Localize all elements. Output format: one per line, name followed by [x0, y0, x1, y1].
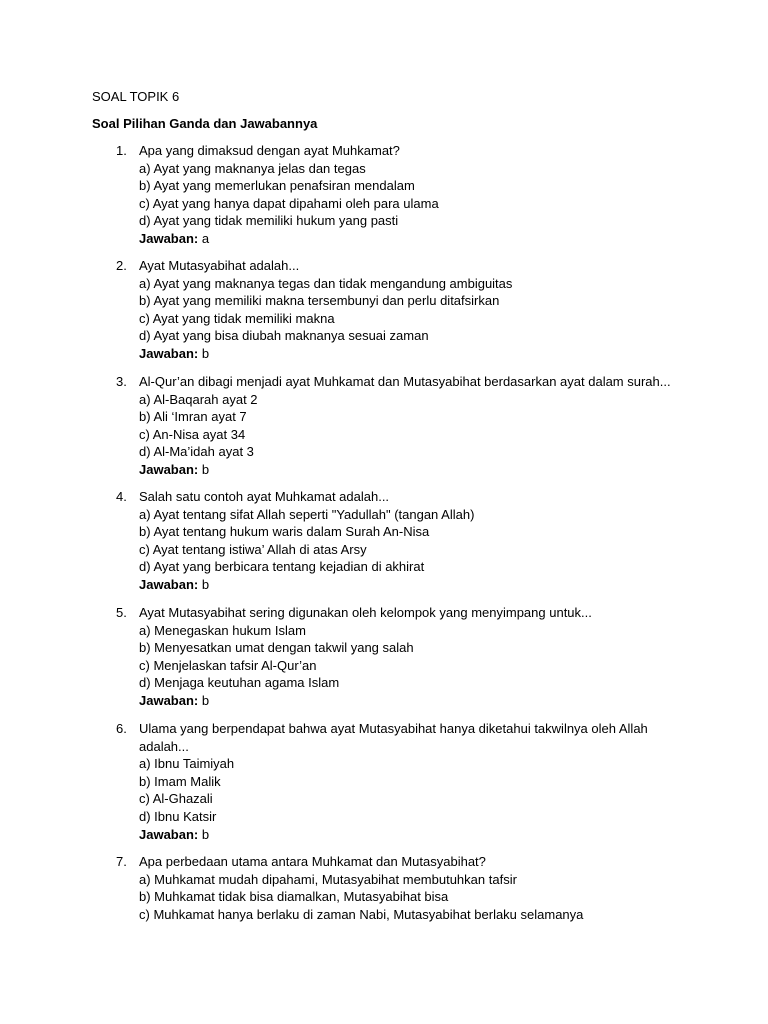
option-a: a) Ayat tentang sifat Allah seperti "Yadullah" (tangan Allah) [139, 506, 475, 522]
option-c: c) Ayat tentang istiwa’ Allah di atas Arsy [139, 541, 367, 557]
question-number: 5. [116, 605, 127, 620]
answer-value: a [201, 230, 210, 246]
option-a: a) Ibnu Taimiyah [139, 756, 235, 772]
option-b: b) Menyesatkan umat dengan takwil yang salah [139, 640, 414, 656]
answer-label: Jawaban: [139, 345, 199, 361]
question-text: Apa yang dimaksud dengan ayat Muhkamat? [139, 143, 400, 158]
option-a: a) Ayat yang maknanya jelas dan tegas [139, 160, 366, 176]
answer-line [139, 461, 679, 479]
option-a: a) Menegaskan hukum Islam [139, 622, 306, 638]
answer-value: b [201, 826, 210, 842]
option-b: b) Ali ‘Imran ayat 7 [139, 409, 247, 425]
question-body [139, 488, 679, 594]
question-text: Apa perbedaan utama antara Muhkamat dan Mutasyabihat? [139, 854, 486, 869]
question-number: 3. [116, 374, 127, 389]
option-d: d) Ayat yang bisa diubah maknanya sesuai zaman [139, 328, 429, 344]
option-a: a) Ayat yang maknanya tegas dan tidak mengandung ambiguitas [139, 275, 513, 291]
option-d: d) Al-Ma’idah ayat 3 [139, 444, 254, 460]
option-b: b) Imam Malik [139, 773, 221, 789]
question-body [139, 373, 679, 479]
answer-label: Jawaban: [139, 692, 199, 708]
option-b: b) Muhkamat tidak bisa diamalkan, Mutasyabihat bisa [139, 889, 449, 905]
answer-line [139, 230, 679, 248]
answer-label: Jawaban: [139, 230, 199, 246]
option-a: a) Muhkamat mudah dipahami, Mutasyabihat membutuhkan tafsir [139, 871, 517, 887]
option-b: b) Ayat yang memerlukan penafsiran mendalam [139, 178, 415, 194]
option-d: d) Menjaga keutuhan agama Islam [139, 675, 340, 691]
option-d: d) Ayat yang tidak memiliki hukum yang pasti [139, 213, 399, 229]
question-text: Ayat Mutasyabihat sering digunakan oleh kelompok yang menyimpang untuk... [139, 605, 592, 620]
answer-line [139, 692, 679, 710]
section-title: Soal Pilihan Ganda dan Jawabannya [92, 116, 318, 131]
question-number: 1. [116, 143, 127, 158]
answer-label: Jawaban: [139, 576, 199, 592]
option-a: a) Al-Baqarah ayat 2 [139, 391, 258, 407]
option-b: b) Ayat yang memiliki makna tersembunyi dan perlu ditafsirkan [139, 293, 500, 309]
answer-value: b [201, 461, 210, 477]
question-number: 7. [116, 854, 127, 869]
answer-line [139, 345, 679, 363]
question-number: 6. [116, 721, 127, 736]
option-b: b) Ayat tentang hukum waris dalam Surah An-Nisa [139, 524, 430, 540]
question-body [139, 142, 679, 248]
answer-label: Jawaban: [139, 461, 199, 477]
option-c: c) Al-Ghazali [139, 791, 213, 807]
option-c: c) Ayat yang hanya dapat dipahami oleh para ulama [139, 195, 439, 211]
option-d: d) Ayat yang berbicara tentang kejadian di akhirat [139, 559, 425, 575]
answer-value: b [201, 692, 210, 708]
option-d: d) Ibnu Katsir [139, 808, 217, 824]
answer-label: Jawaban: [139, 826, 199, 842]
answer-value: b [201, 576, 210, 592]
question-body [139, 720, 679, 843]
question-body [139, 604, 679, 710]
answer-line [139, 576, 679, 594]
question-body [139, 853, 679, 923]
question-text: Ulama yang berpendapat bahwa ayat Mutasyabihat hanya diketahui takwilnya oleh Allah adalah... [139, 721, 648, 754]
question-text: Salah satu contoh ayat Muhkamat adalah... [139, 489, 390, 504]
question-text: Al-Qur’an dibagi menjadi ayat Muhkamat dan Mutasyabihat berdasarkan ayat dalam surah... [139, 374, 671, 389]
answer-value: b [201, 345, 210, 361]
option-c: c) Muhkamat hanya berlaku di zaman Nabi, Mutasyabihat berlaku selamanya [139, 906, 584, 922]
answer-line [139, 826, 679, 844]
question-number: 2. [116, 258, 127, 273]
question-text: Ayat Mutasyabihat adalah... [139, 258, 300, 273]
option-c: c) Menjelaskan tafsir Al-Qur’an [139, 657, 317, 673]
document-title: SOAL TOPIK 6 [92, 89, 180, 104]
option-c: c) Ayat yang tidak memiliki makna [139, 310, 335, 326]
option-c: c) An-Nisa ayat 34 [139, 426, 246, 442]
question-number: 4. [116, 489, 127, 504]
question-body [139, 257, 679, 363]
